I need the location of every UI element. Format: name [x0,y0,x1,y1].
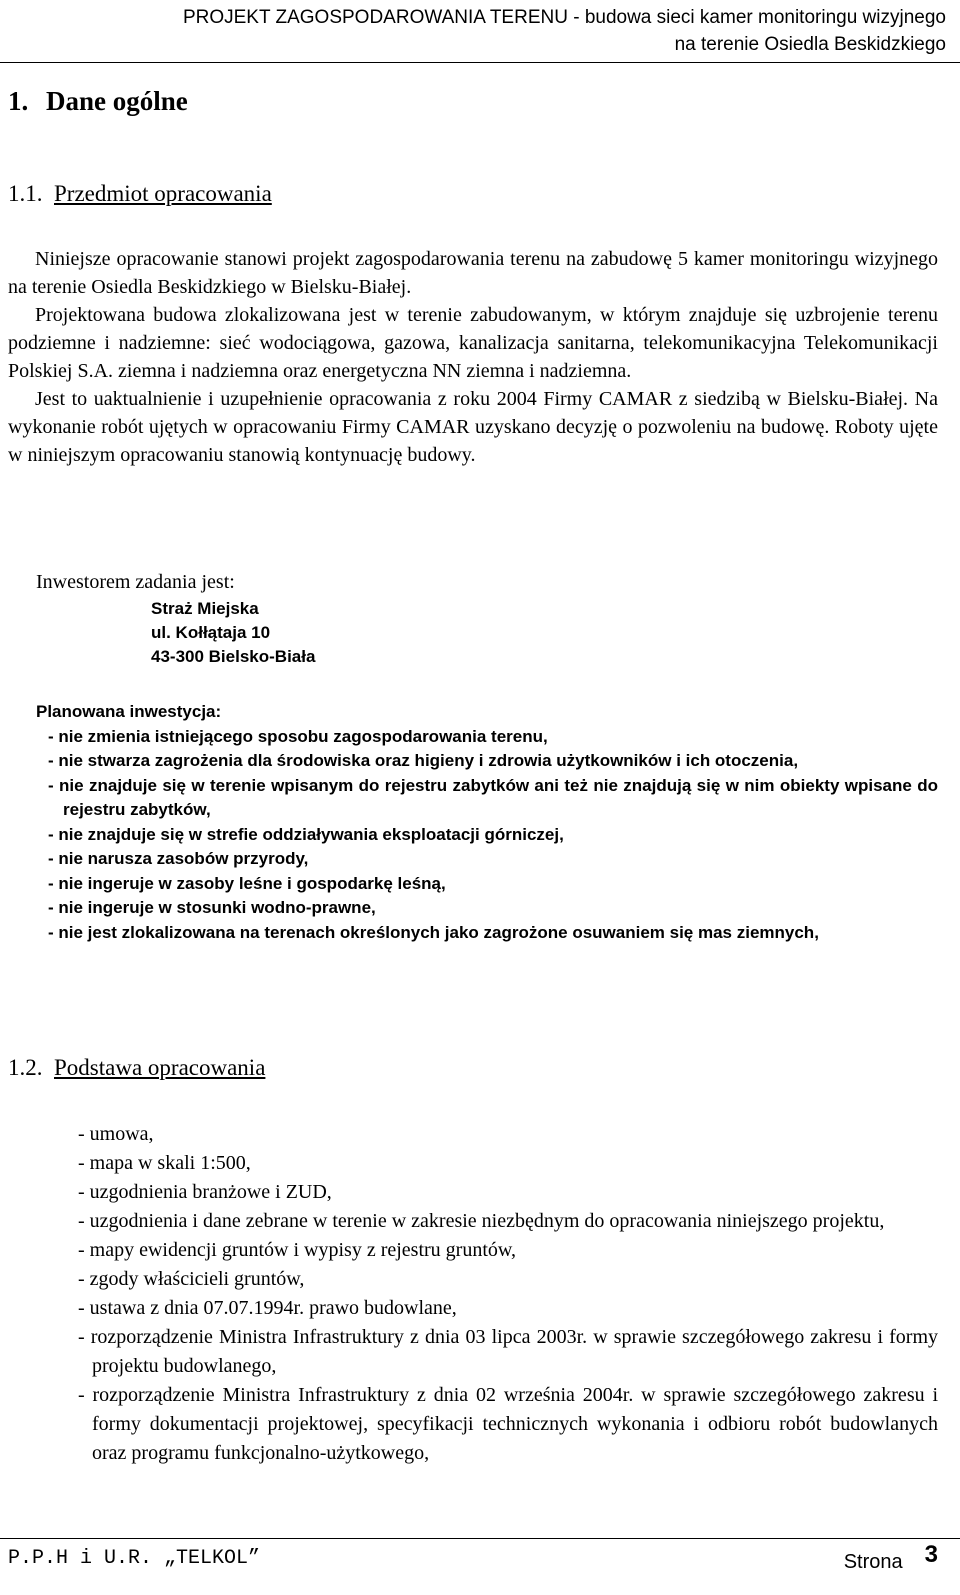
list-item: - uzgodnienia branżowe i ZUD, [78,1181,332,1203]
list-item: - rozporządzenie Ministra Infrastruktury z dnia 03 lipca 2003r. w sprawie szczegółowego zakresu i formy projektu budowlanego, [78,1326,938,1377]
planned-investment [36,700,938,945]
list-item: - mapa w skali 1:500, [78,1152,251,1174]
section-title: Podstawa opracowania [54,1055,266,1080]
investor-address [151,597,315,669]
list-item: - umowa, [78,1123,154,1145]
page-number: 3 [924,1541,938,1568]
list-item: - nie narusza zasobów przyrody, [48,849,309,868]
investor-city: 43-300 Bielsko-Biała [151,647,316,666]
basis-list [78,1120,938,1468]
section-number: 1.1. [8,181,43,206]
section-title: Przedmiot opracowania [54,181,272,206]
section-number: 1.2. [8,1055,43,1080]
header-title-line-2: na terenie Osiedla Beskidzkiego [674,34,946,55]
list-item: - nie zmienia istniejącego sposobu zagospodarowania terenu, [48,726,548,746]
page-header [146,4,946,58]
paragraph-2: Projektowana budowa zlokalizowana jest w terenie zabudowanym, w którym znajduje się uzbrojenie terenu podziemne i nadziemne: sieć wodociągowa, gazowa, kanalizacja sanitarna, telekomunikacyjna Telekomunikacji Polskiej S.A. ziemna i nadziemna oraz energetyczna NN ziemna i nadziemna. [8,304,938,382]
footer-page [844,1541,938,1574]
investor-label: Inwestorem zadania jest: [36,571,235,593]
list-item: - nie jest zlokalizowana na terenach określonych jako zagrożone osuwaniem się mas ziemnych, [48,922,819,942]
investor-name: Straż Miejska [151,599,259,618]
list-item: - mapy ewidencji gruntów i wypisy z rejestru gruntów, [78,1239,517,1261]
list-item: - nie stwarza zagrożenia dla środowiska oraz higieny i zdrowia użytkowników i ich otoczenia, [48,751,799,770]
header-divider [0,62,960,63]
list-item: - nie ingeruje w zasoby leśne i gospodarkę leśną, [48,873,446,893]
description-text [8,245,938,469]
header-title-line-1: PROJEKT ZAGOSPODAROWANIA TERENU - budowa sieci kamer monitoringu wizyjnego [182,7,946,28]
basis-list-container [78,1120,938,1468]
section-heading-1-1 [8,181,272,207]
list-item: - nie znajduje się w strefie oddziaływania eksploatacji górniczej, [48,824,564,844]
planned-investment-list [36,725,938,946]
list-item: - nie ingeruje w stosunki wodno-prawne, [48,898,376,917]
list-item: - ustawa z dnia 07.07.1994r. prawo budowlane, [78,1297,457,1319]
paragraph-1: Niniejsze opracowanie stanowi projekt zagospodarowania terenu na zabudowę 5 kamer monitoringu wizyjnego na terenie Osiedla Beskidzkiego w Bielsku-Białej. [8,248,938,298]
investor-street: ul. Kołłątaja 10 [151,623,271,642]
section-heading-1 [8,86,188,117]
section-title: Dane ogólne [46,86,188,116]
planned-investment-title: Planowana inwestycja: [36,702,222,721]
list-item: - rozporządzenie Ministra Infrastruktury z dnia 02 września 2004r. w sprawie szczegółowego zakresu i formy dokumentacji projektowej, specyfikacji technicznych wykonania i odbioru robót budowlanych oraz programu funkcjonalno-użytkowego, [78,1384,938,1464]
list-item: - nie znajduje się w terenie wpisanym do rejestru zabytków ani też nie znajdują się w nim obiekty wpisane do rejestru zabytków, [48,775,938,819]
page-label: Strona [843,1551,903,1573]
section-number: 1. [8,86,29,116]
paragraph-3: Jest to uaktualnienie i uzupełnienie opracowania z roku 2004 Firmy CAMAR z siedzibą w Bielsku-Białej. Na wykonanie robót ujętych w opracowaniu Firmy CAMAR uzyskano decyzję o pozwoleniu na budowę. Roboty ujęte w niniejszym opracowaniu stanowią kontynuację budowy. [8,388,938,466]
footer-company: P.P.H i U.R. „TELKOL” [8,1547,261,1570]
list-item: - uzgodnienia i dane zebrane w terenie w zakresie niezbędnym do opracowania niniejszego projektu, [78,1210,885,1232]
section-heading-1-2 [8,1055,265,1081]
list-item: - zgody właścicieli gruntów, [78,1268,305,1290]
footer-divider [0,1538,960,1539]
